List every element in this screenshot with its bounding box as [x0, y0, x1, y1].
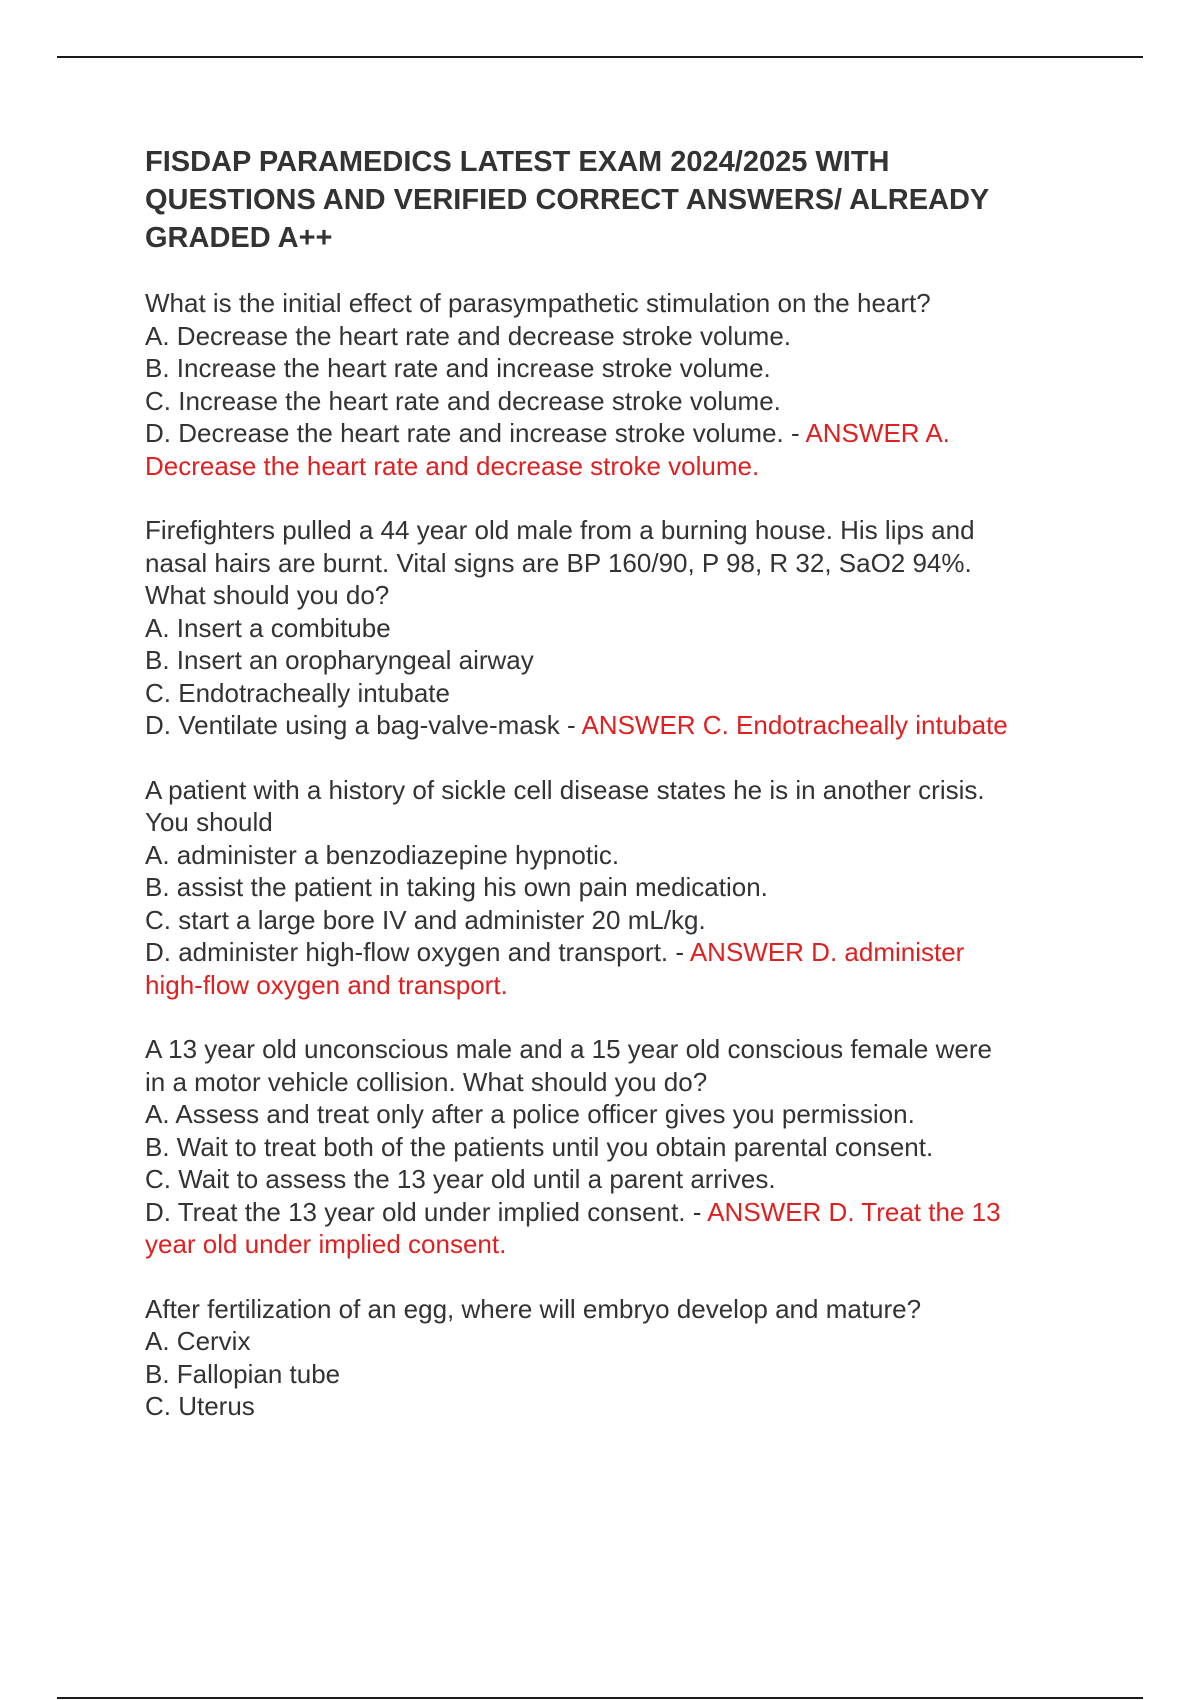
option-d: D. Treat the 13 year old under implied consent. - — [145, 1196, 708, 1227]
document-body — [145, 143, 1095, 1423]
option-c: C. Wait to assess the 13 year old until a parent arrives. — [145, 1164, 776, 1194]
answer-text: ANSWER C. Endotracheally intubate — [581, 710, 1008, 740]
option-b: B. Wait to treat both of the patients until you obtain parental consent. — [145, 1131, 934, 1162]
title-line: FISDAP PARAMEDICS LATEST EXAM 2024/2025 WITH — [145, 146, 890, 178]
option-d: D. Decrease the heart rate and increase stroke volume. - — [145, 418, 806, 448]
question-stem: What is the initial effect of parasympathetic stimulation on the heart? — [145, 288, 931, 318]
answer-text: ANSWER D. Treat the 13 — [707, 1196, 1001, 1227]
question-stem: After fertilization of an egg, where will embryo develop and mature? — [145, 1293, 922, 1324]
option-d: D. Ventilate using a bag-valve-mask - — [145, 710, 582, 740]
question-block-1 — [145, 287, 1095, 482]
option-d-with-answer — [145, 709, 1095, 742]
option-a: A. Decrease the heart rate and decrease stroke volume. — [145, 320, 792, 351]
bottom-divider — [57, 1697, 1143, 1699]
title-line: QUESTIONS AND VERIFIED CORRECT ANSWERS/ ALREADY — [145, 184, 990, 216]
option-a: A. Insert a combitube — [145, 612, 391, 643]
answer-continuation: high-flow oxygen and transport. — [145, 969, 508, 1000]
option-d: D. administer high-flow oxygen and transport. - — [145, 937, 690, 967]
question-stem: A 13 year old unconscious male and a 15 year old conscious female were — [145, 1034, 992, 1064]
question-stem: A patient with a history of sickle cell disease states he is in another crisis. — [145, 774, 985, 805]
answer-text: ANSWER D. administer — [689, 937, 965, 967]
option-b: B. Increase the heart rate and increase stroke volume. — [145, 353, 771, 383]
top-divider — [57, 56, 1143, 58]
option-d-with-answer — [145, 1196, 1095, 1229]
option-b: B. Insert an oropharyngeal airway — [145, 645, 534, 675]
option-a: A. Assess and treat only after a police officer gives you permission. — [145, 1099, 915, 1129]
option-c: C. Endotracheally intubate — [145, 677, 450, 708]
option-a: A. administer a benzodiazepine hypnotic. — [145, 839, 620, 870]
option-b: B. assist the patient in taking his own pain medication. — [145, 872, 768, 902]
question-stem: Firefighters pulled a 44 year old male from a burning house. His lips and — [145, 515, 975, 545]
question-stem: nasal hairs are burnt. Vital signs are BP 160/90, P 98, R 32, SaO2 94%. — [145, 547, 972, 578]
option-c: C. Uterus — [145, 1391, 255, 1421]
question-stem: in a motor vehicle collision. What should you do? — [145, 1066, 708, 1097]
question-stem: You should — [145, 807, 273, 837]
question-block-4 — [145, 1033, 1095, 1261]
question-block-5 — [145, 1293, 1095, 1423]
answer-text: ANSWER A. — [805, 418, 950, 448]
document-title — [145, 143, 1095, 257]
option-c: C. start a large bore IV and administer 20 mL/kg. — [145, 904, 706, 935]
option-d-with-answer — [145, 936, 1095, 969]
title-line: GRADED A++ — [145, 222, 333, 254]
question-block-3 — [145, 774, 1095, 1002]
answer-continuation: year old under implied consent. — [145, 1229, 507, 1259]
option-d-with-answer — [145, 417, 1095, 450]
option-a: A. Cervix — [145, 1326, 251, 1356]
option-b: B. Fallopian tube — [145, 1358, 341, 1389]
option-c: C. Increase the heart rate and decrease stroke volume. — [145, 385, 781, 416]
question-stem: What should you do? — [145, 580, 390, 610]
answer-continuation: Decrease the heart rate and decrease stroke volume. — [145, 450, 760, 481]
question-block-2 — [145, 514, 1095, 742]
